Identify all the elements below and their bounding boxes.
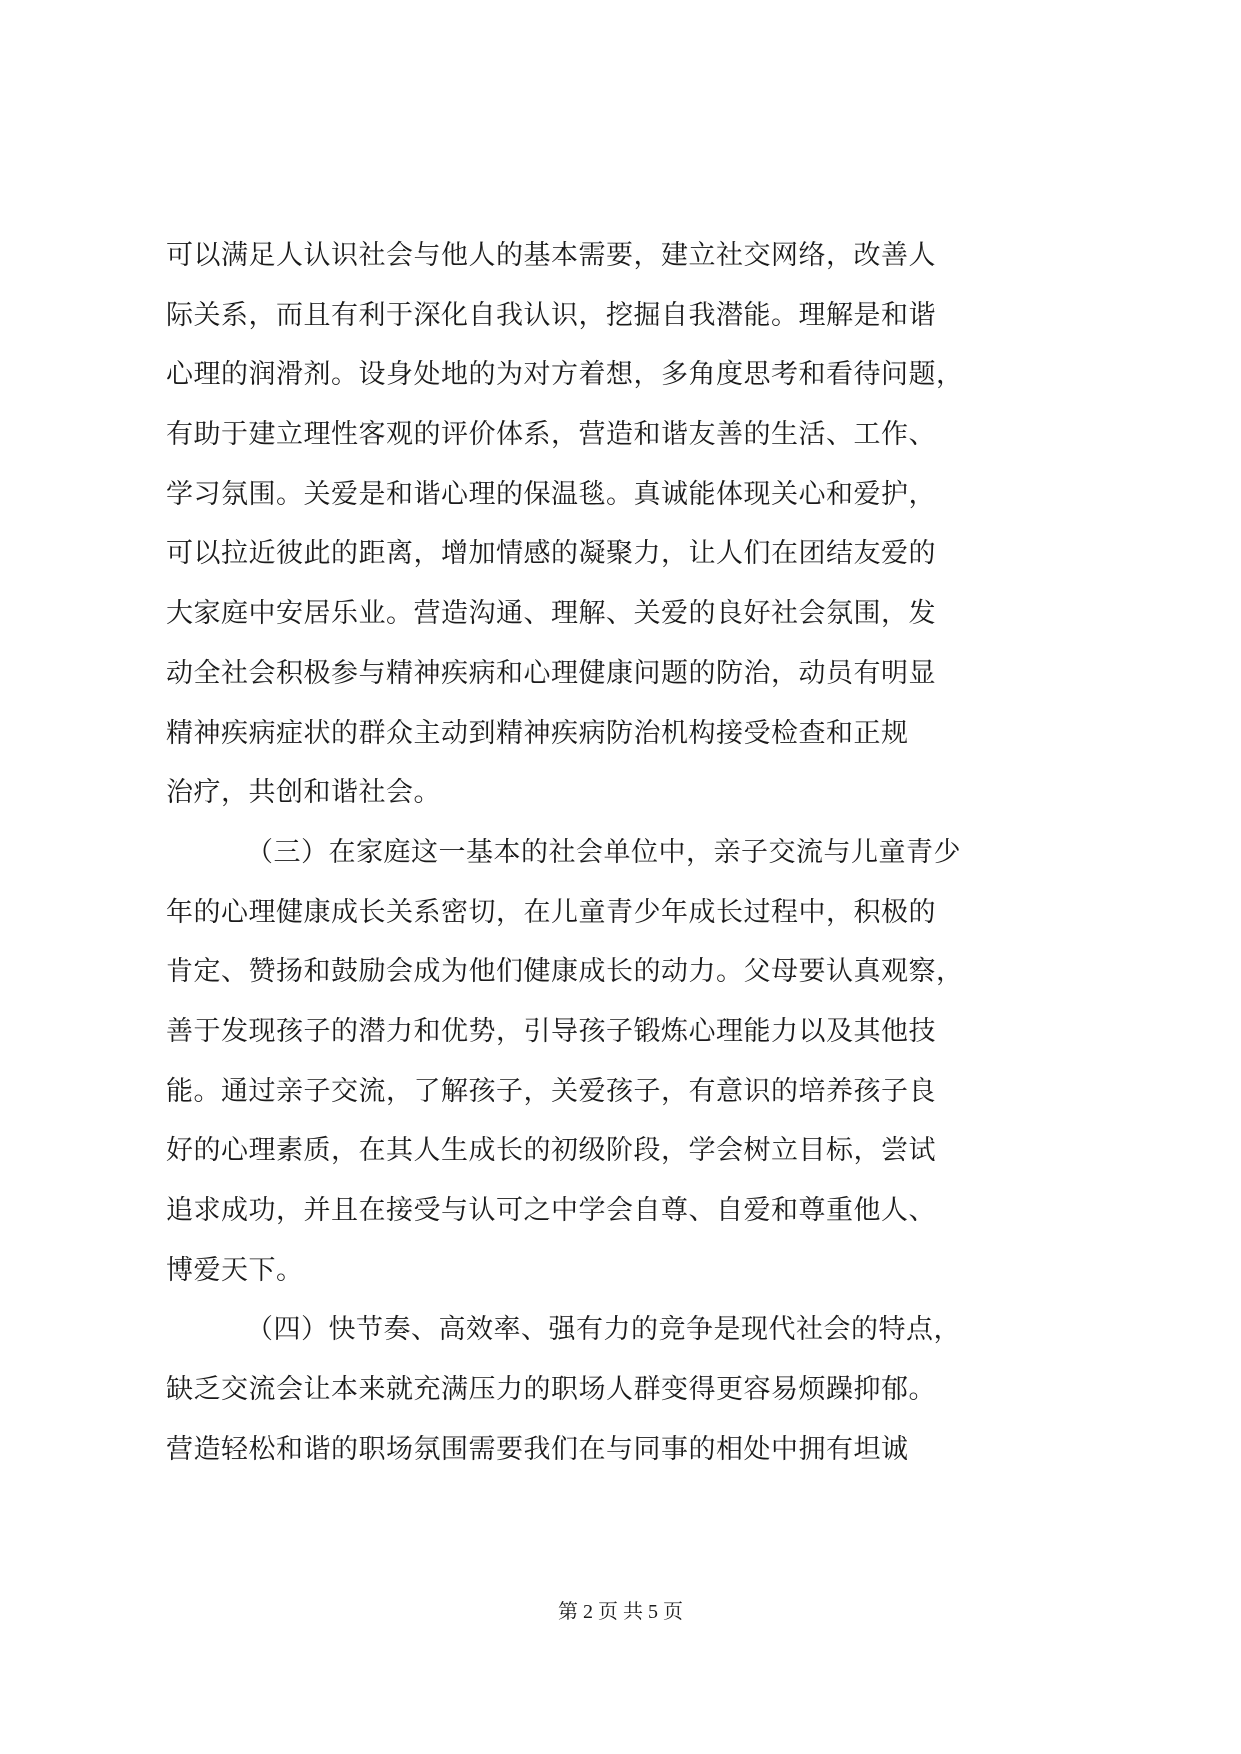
paragraph-start-line: （四）快节奏、高效率、强有力的竞争是现代社会的特点， xyxy=(246,1314,961,1346)
text-line: 心理的润滑剂。设身处地的为对方着想，多角度思考和看待问题， xyxy=(166,359,964,391)
text-line: 可以满足人认识社会与他人的基本需要，建立社交网络，改善人 xyxy=(166,240,936,271)
page-number-footer: 第 2 页 共 5 页 xyxy=(558,1601,683,1623)
text-line: 肯定、赞扬和鼓励会成为他们健康成长的动力。父母要认真观察， xyxy=(166,956,964,988)
text-line: 营造轻松和谐的职场氛围需要我们在与同事的相处中拥有坦诚 xyxy=(166,1433,909,1465)
text-line: 学习氛围。关爱是和谐心理的保温毯。真诚能体现关心和爱护， xyxy=(166,478,936,510)
body-text xyxy=(166,226,1086,1479)
paragraph-start-line: （三）在家庭这一基本的社会单位中，亲子交流与儿童青少 xyxy=(246,836,961,868)
text-line: 缺乏交流会让本来就充满压力的职场人群变得更容易烦躁抑郁。 xyxy=(166,1374,936,1406)
text-line: 际关系，而且有利于深化自我认识，挖掘自我潜能。理解是和谐 xyxy=(166,299,936,331)
text-line: 可以拉近彼此的距离，增加情感的凝聚力，让人们在团结友爱的 xyxy=(166,538,936,570)
text-line: 追求成功，并且在接受与认可之中学会自尊、自爱和尊重他人、 xyxy=(166,1195,936,1226)
text-line: 年的心理健康成长关系密切，在儿童青少年成长过程中，积极的 xyxy=(166,896,936,928)
text-line: 精神疾病症状的群众主动到精神疾病防治机构接受检查和正规 xyxy=(166,717,909,749)
text-line: 能。通过亲子交流，了解孩子，关爱孩子，有意识的培养孩子良 xyxy=(166,1075,936,1107)
text-line: 善于发现孩子的潜力和优势，引导孩子锻炼心理能力以及其他技 xyxy=(166,1015,936,1047)
text-line: 动全社会积极参与精神疾病和心理健康问题的防治，动员有明显 xyxy=(166,657,936,689)
text-line: 有助于建立理性客观的评价体系，营造和谐友善的生活、工作、 xyxy=(166,419,936,451)
text-line: 博爱天下。 xyxy=(166,1254,304,1286)
text-line: 大家庭中安居乐业。营造沟通、理解、关爱的良好社会氛围，发 xyxy=(166,598,936,630)
text-line: 治疗，共创和谐社会。 xyxy=(166,777,441,809)
text-line: 好的心理素质，在其人生成长的初级阶段，学会树立目标，尝试 xyxy=(166,1135,936,1167)
